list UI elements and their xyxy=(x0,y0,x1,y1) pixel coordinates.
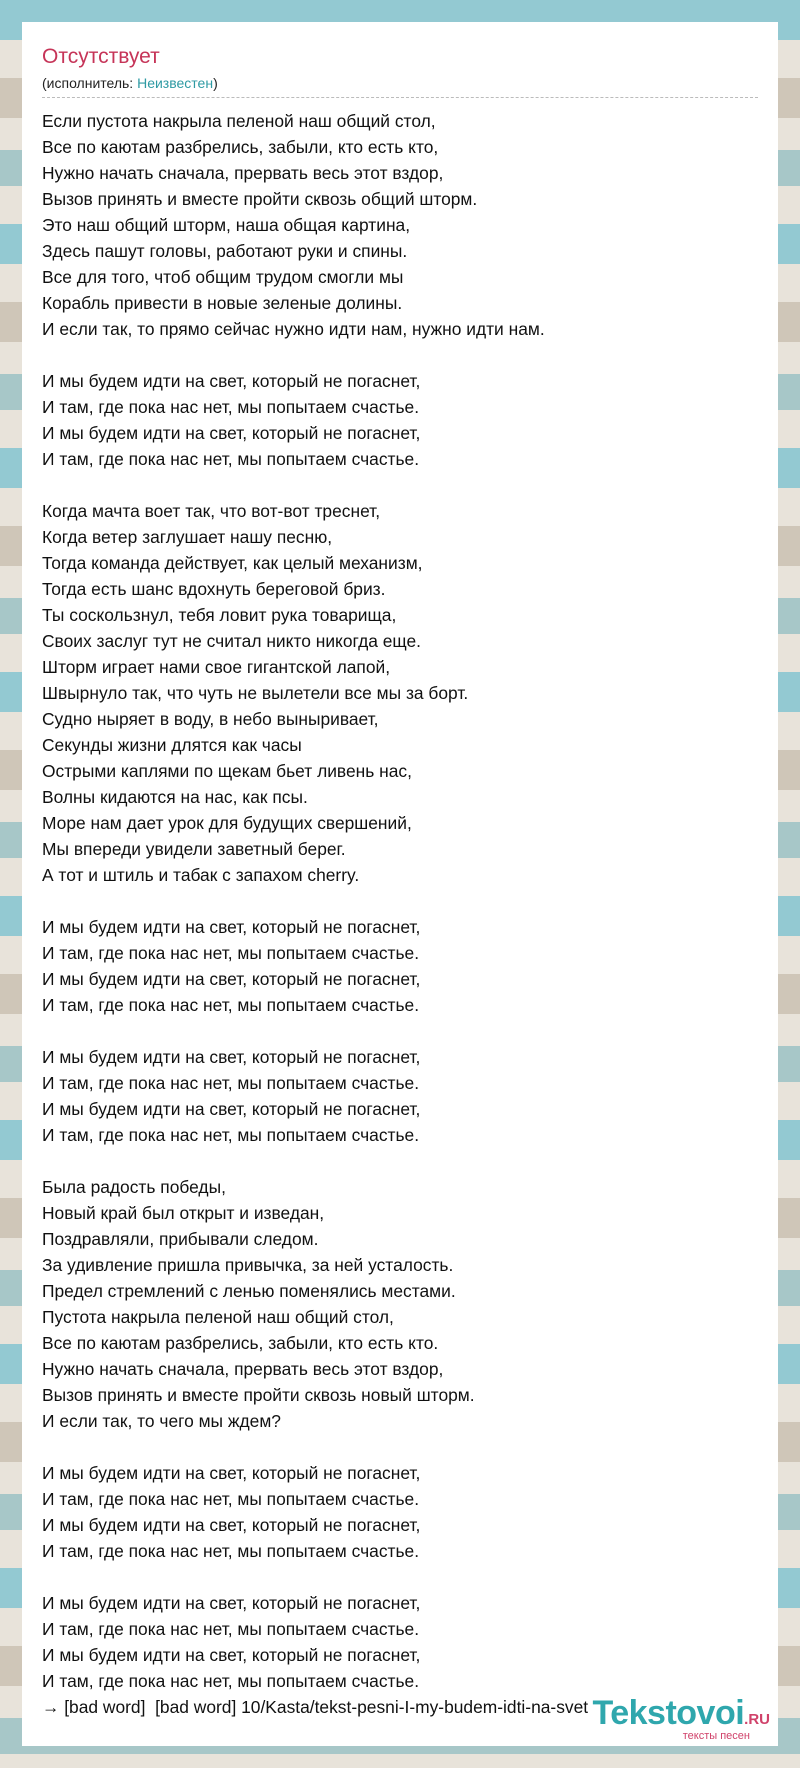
lyric-line: Когда ветер заглушает нашу песню, xyxy=(42,527,333,547)
lyric-line: Это наш общий шторм, наша общая картина, xyxy=(42,215,411,235)
lyric-line: Если пустота накрыла пеленой наш общий стол, xyxy=(42,111,436,131)
lyric-line: И там, где пока нас нет, мы попытаем счастье. xyxy=(42,1489,420,1509)
lyric-line: И мы будем идти на свет, который не погаснет, xyxy=(42,1099,421,1119)
lyric-line: Поздравляли, прибывали следом. xyxy=(42,1229,319,1249)
lyric-line: И там, где пока нас нет, мы попытаем счастье. xyxy=(42,1125,420,1145)
logo-tagline: тексты песен xyxy=(682,1730,750,1742)
lyric-line: И там, где пока нас нет, мы попытаем счастье. xyxy=(42,1541,420,1561)
lyric-line: И мы будем идти на свет, который не погаснет, xyxy=(42,1593,421,1613)
lyric-line: Ты соскользнул, тебя ловит рука товарища, xyxy=(42,605,397,625)
lyric-line: И мы будем идти на свет, который не погаснет, xyxy=(42,423,421,443)
lyric-line: Предел стремлений с ленью поменялись местами. xyxy=(42,1281,456,1301)
lyric-line: И там, где пока нас нет, мы попытаем счастье. xyxy=(42,1073,420,1093)
lyric-line: Пустота накрыла пеленой наш общий стол, xyxy=(42,1307,394,1327)
lyric-line: И там, где пока нас нет, мы попытаем счастье. xyxy=(42,449,420,469)
lyric-line: И мы будем идти на свет, который не погаснет, xyxy=(42,371,421,391)
lyric-line: Нужно начать сначала, прервать весь этот вздор, xyxy=(42,163,444,183)
lyric-line: И там, где пока нас нет, мы попытаем счастье. xyxy=(42,1671,420,1691)
lyric-line: И мы будем идти на свет, который не погаснет, xyxy=(42,1463,421,1483)
stanza-break xyxy=(42,1018,758,1044)
stanza-break xyxy=(42,888,758,914)
title-divider xyxy=(42,97,758,98)
lyric-line: Тогда есть шанс вдохнуть береговой бриз. xyxy=(42,579,386,599)
stanza-break xyxy=(42,1148,758,1174)
lyric-line: И мы будем идти на свет, который не погаснет, xyxy=(42,1515,421,1535)
lyric-line: И там, где пока нас нет, мы попытаем счастье. xyxy=(42,943,420,963)
lyric-line: Все по каютам разбрелись, забыли, кто есть кто. xyxy=(42,1333,439,1353)
byline-suffix: ) xyxy=(213,75,218,91)
lyric-line: Волны кидаются на нас, как псы. xyxy=(42,787,308,807)
lyric-line: Вызов принять и вместе пройти сквозь новый шторм. xyxy=(42,1385,475,1405)
lyric-line: Здесь пашут головы, работают руки и спины. xyxy=(42,241,408,261)
lyric-line: Корабль привести в новые зеленые долины. xyxy=(42,293,403,313)
stanza-break xyxy=(42,472,758,498)
artist-byline xyxy=(42,74,758,92)
lyric-line: Острыми каплями по щекам бьет ливень нас, xyxy=(42,761,412,781)
lyrics-text xyxy=(42,108,758,1694)
lyric-line: Море нам дает урок для будущих свершений, xyxy=(42,813,412,833)
lyric-line: Все для того, чтоб общим трудом смогли мы xyxy=(42,267,404,287)
lyric-line: И там, где пока нас нет, мы попытаем счастье. xyxy=(42,995,420,1015)
lyric-line: Когда мачта воет так, что вот-вот треснет, xyxy=(42,501,381,521)
lyric-line: И если так, то прямо сейчас нужно идти нам, нужно идти нам. xyxy=(42,319,545,339)
lyric-line: Шторм играет нами свое гигантской лапой, xyxy=(42,657,391,677)
song-title: Отсутствует xyxy=(42,45,160,68)
lyric-line: Швырнуло так, что чуть не вылетели все мы за борт. xyxy=(42,683,469,703)
lyric-line: И мы будем идти на свет, который не погаснет, xyxy=(42,1645,421,1665)
lyric-line: Была радость победы, xyxy=(42,1177,226,1197)
lyric-line: Мы впереди увидели заветный берег. xyxy=(42,839,346,859)
lyric-line: И мы будем идти на свет, который не погаснет, xyxy=(42,969,421,989)
lyric-line: Нужно начать сначала, прервать весь этот вздор, xyxy=(42,1359,444,1379)
source-link[interactable]: → [bad word] [bad word] 10/Kasta/tekst-pesni-I-my-budem-idti-na-svet xyxy=(42,1697,589,1717)
lyrics-card xyxy=(22,22,778,1746)
stanza-break xyxy=(42,1434,758,1460)
lyric-line: Своих заслуг тут не считал никто никогда еще. xyxy=(42,631,422,651)
lyric-line: За удивление пришла привычка, за ней усталость. xyxy=(42,1255,454,1275)
lyric-line: И мы будем идти на свет, который не погаснет, xyxy=(42,1047,421,1067)
stanza-break xyxy=(42,1564,758,1590)
lyric-line: И там, где пока нас нет, мы попытаем счастье. xyxy=(42,1619,420,1639)
lyric-line: Судно ныряет в воду, в небо выныривает, xyxy=(42,709,379,729)
lyric-line: А тот и штиль и табак с запахом cherry. xyxy=(42,865,360,885)
lyric-line: Вызов принять и вместе пройти сквозь общий шторм. xyxy=(42,189,478,209)
lyric-line: И если так, то чего мы ждем? xyxy=(42,1411,281,1431)
logo-tld: .RU xyxy=(744,1711,770,1728)
lyric-line: И там, где пока нас нет, мы попытаем счастье. xyxy=(42,397,420,417)
byline-prefix: (исполнитель: xyxy=(42,75,138,91)
lyric-line: И мы будем идти на свет, который не погаснет, xyxy=(42,917,421,937)
logo-wordmark: Tekstovoi xyxy=(592,1694,745,1732)
lyric-line: Секунды жизни длятся как часы xyxy=(42,735,302,755)
lyric-line: Тогда команда действует, как целый механизм, xyxy=(42,553,423,573)
lyric-line: Все по каютам разбрелись, забыли, кто есть кто, xyxy=(42,137,439,157)
lyric-line: Новый край был открыт и изведан, xyxy=(42,1203,325,1223)
site-logo[interactable] xyxy=(592,1696,770,1742)
artist-link[interactable]: Неизвестен xyxy=(137,75,214,91)
stanza-break xyxy=(42,342,758,368)
